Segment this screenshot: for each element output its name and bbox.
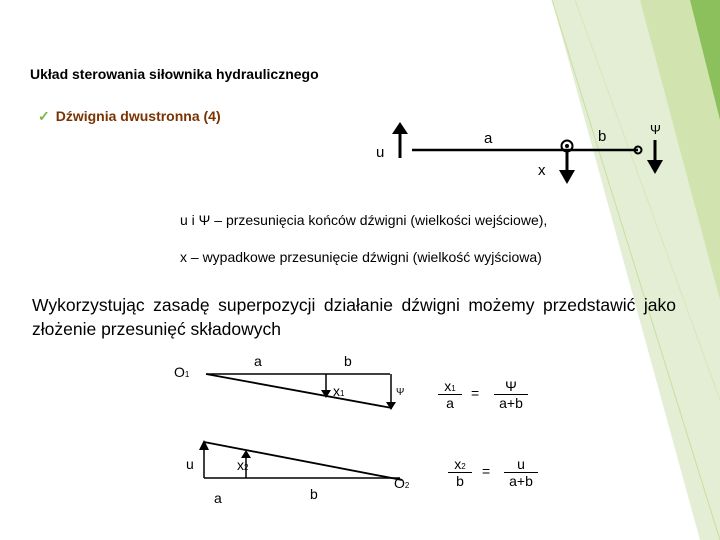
lever-a-label: a — [484, 130, 493, 147]
formula1-equals: = — [471, 385, 480, 401]
superposition-paragraph: Wykorzystując zasadę superpozycji działanie dźwigni możemy przedstawić jako złożenie przesunięć składowych — [32, 295, 676, 339]
x-arrow — [559, 152, 575, 184]
bullet-item — [38, 108, 221, 125]
formula2-equals: = — [482, 463, 491, 479]
formula2-left-fraction — [448, 456, 472, 489]
lever-x-label: x — [538, 162, 546, 179]
definition-line-2: x – wypadkowe przesunięcie dźwigni (wielkość wyjściowa) — [180, 249, 542, 265]
d2-b-label: b — [310, 486, 318, 502]
psi-arrow — [647, 140, 663, 174]
lever-b-label: b — [598, 128, 607, 145]
formula2-right-numerator: u — [504, 456, 538, 473]
d2-o-label: O2 — [394, 475, 410, 491]
formula1-right-fraction — [494, 378, 528, 411]
definition-line-1: u i Ψ – przesunięcia końców dźwigni (wielkości wejściowe), — [180, 212, 548, 228]
formula1-left-numerator: x1 — [438, 378, 462, 395]
formula1-right-numerator: Ψ — [494, 378, 528, 395]
d2-x-label: x2 — [237, 457, 249, 473]
formula1-left-denominator: a — [446, 395, 454, 411]
slide-title: Układ sterowania siłownika hydraulicznego — [30, 66, 319, 82]
diagram-2 — [190, 432, 420, 492]
check-icon: ✓ — [38, 108, 50, 124]
bullet-text: Dźwignia dwustronna (4) — [55, 108, 221, 124]
formula1-left-fraction — [438, 378, 462, 411]
lever-u-label: u — [376, 144, 385, 161]
lever-psi-label: Ψ — [650, 122, 661, 137]
d1-o-label: O1 — [174, 364, 190, 380]
formula1-right-denominator: a+b — [499, 395, 523, 411]
pivot-dot — [565, 144, 569, 148]
d2-u-label: u — [186, 456, 194, 472]
d2-a-label: a — [214, 490, 222, 506]
d1-b-label: b — [344, 353, 352, 369]
lever-diagram — [360, 118, 680, 188]
formula2-left-numerator: x2 — [448, 456, 472, 473]
d1-x-label: x1 — [333, 383, 345, 399]
d1-psi-label: Ψ — [396, 387, 405, 398]
formula2-right-fraction — [504, 456, 538, 489]
formula2-left-denominator: b — [456, 473, 464, 489]
formula2-right-denominator: a+b — [509, 473, 533, 489]
diagram-1 — [170, 350, 410, 420]
u-arrow — [392, 122, 408, 158]
d1-a-label: a — [254, 353, 262, 369]
